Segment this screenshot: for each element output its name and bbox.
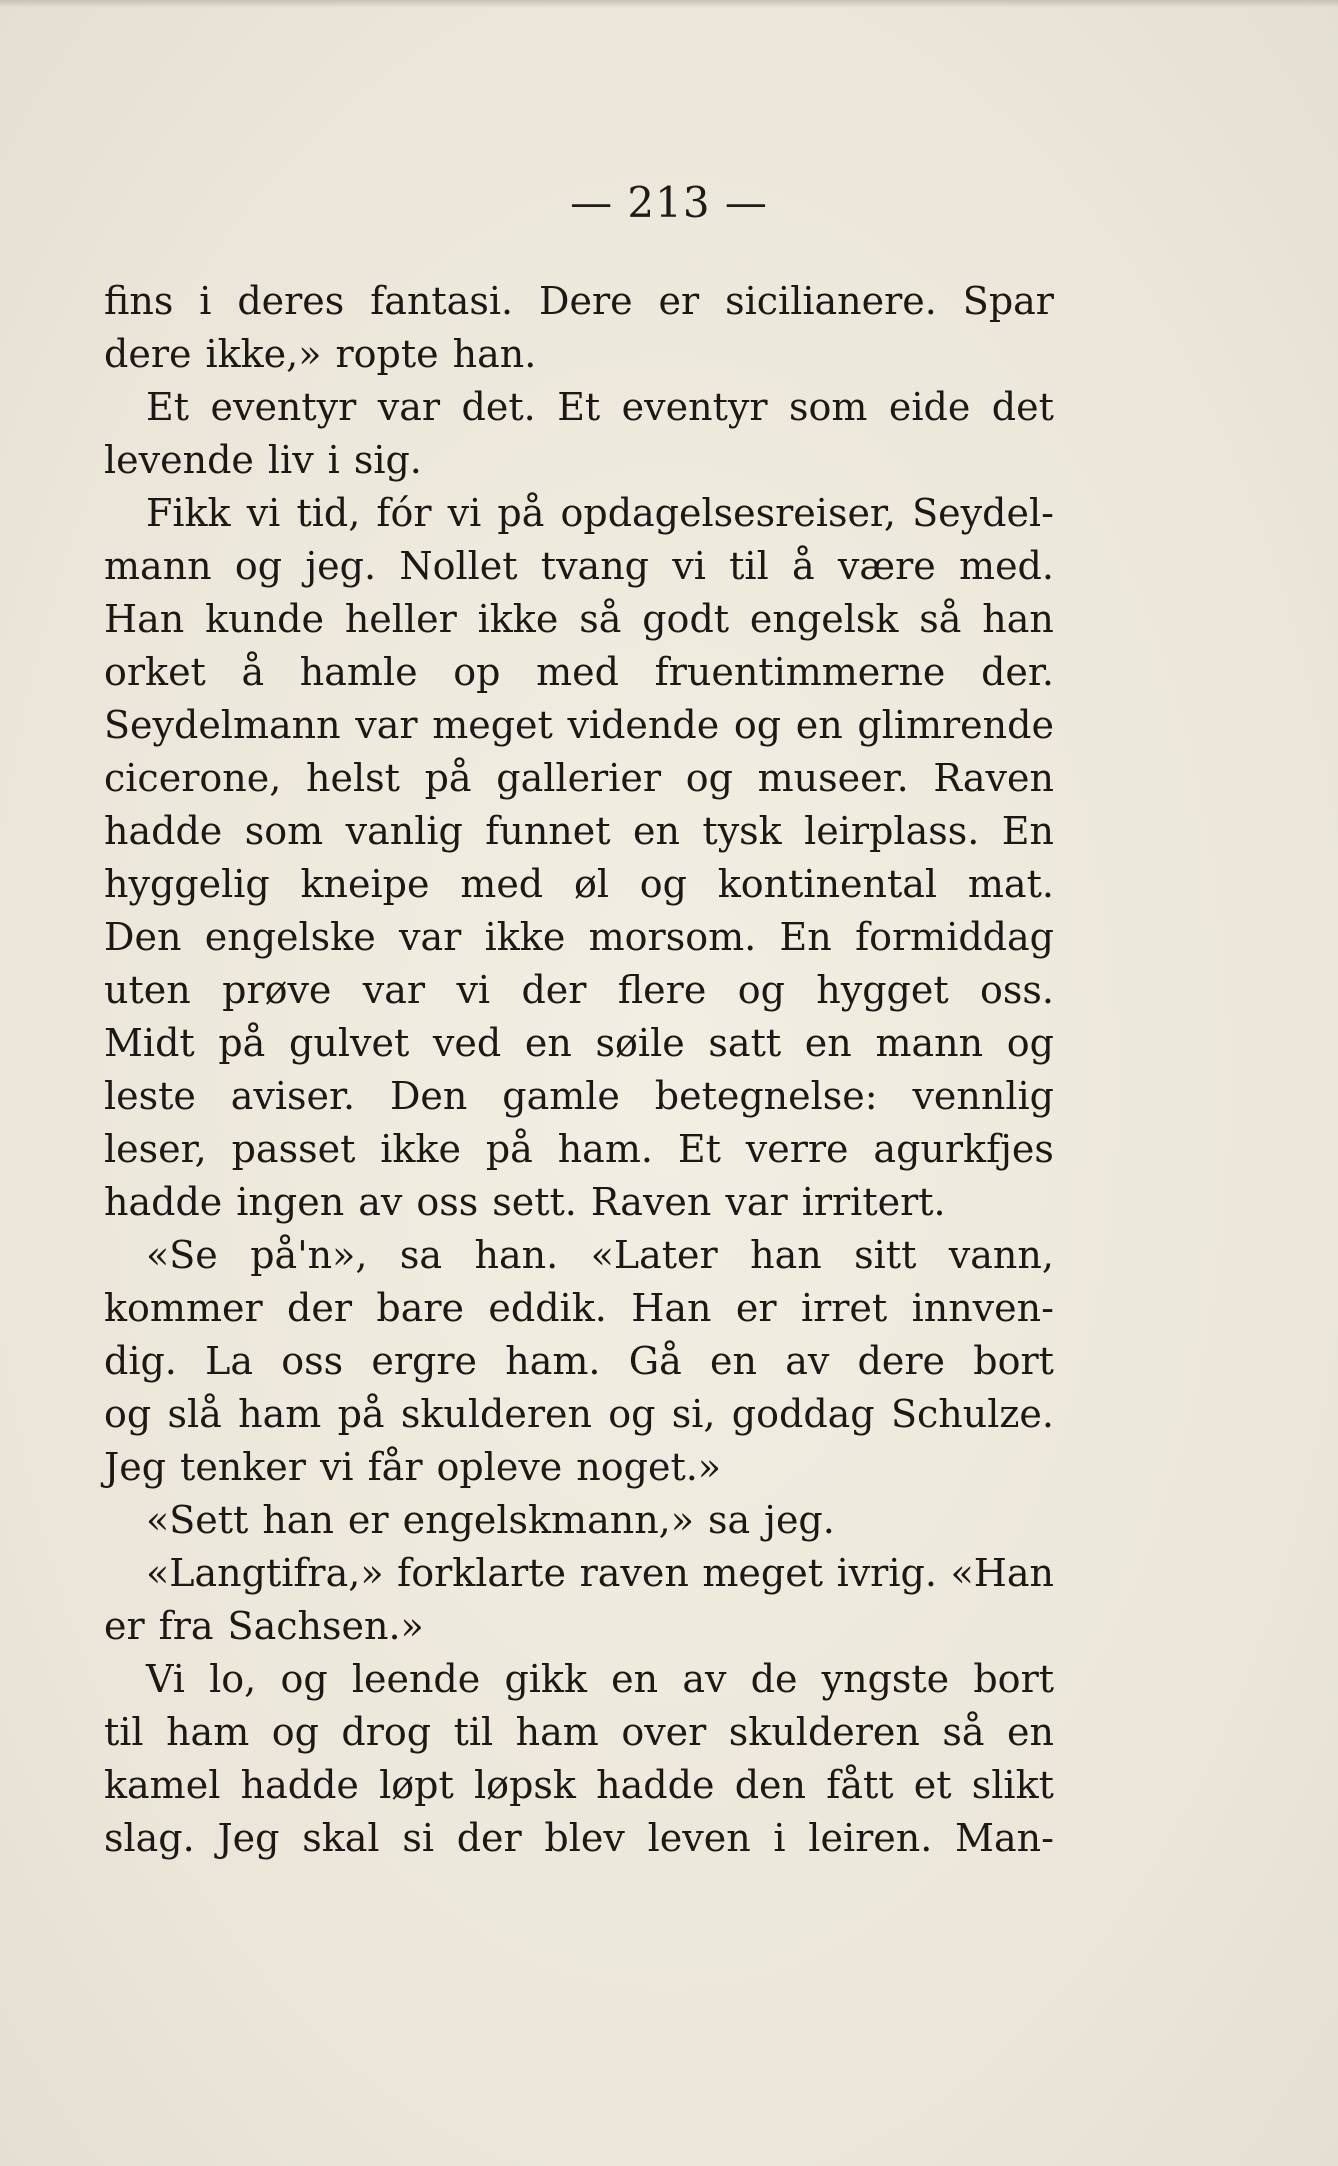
word: en [1007, 1710, 1054, 1754]
word: sett. [492, 1180, 577, 1224]
word: var [362, 968, 426, 1012]
text-line [104, 593, 1054, 646]
word: å [792, 544, 815, 588]
word: får [367, 1445, 423, 1489]
word: og [639, 862, 687, 906]
word: fått [826, 1763, 894, 1807]
word: orket [104, 650, 206, 694]
word: kommer [104, 1286, 263, 1330]
word: Sachsen.» [227, 1604, 424, 1648]
word: meget [432, 703, 553, 747]
word: de [750, 1657, 798, 1701]
word: av [682, 1657, 727, 1701]
word: skulderen [400, 1392, 592, 1436]
word: fra [158, 1604, 214, 1648]
word: Et [557, 385, 601, 429]
word: «Later [590, 1233, 718, 1277]
word: jeg. [764, 1498, 835, 1542]
word: og [104, 1392, 152, 1436]
word: er [735, 1286, 777, 1330]
word: Seydel- [912, 491, 1054, 535]
word: søile [595, 1021, 685, 1065]
word: og [234, 544, 283, 588]
word: leser, [104, 1127, 207, 1171]
word: engelsk [749, 597, 899, 641]
word: satt [708, 1021, 782, 1065]
word: vi [319, 1445, 354, 1489]
word: var [725, 1180, 788, 1224]
word: hadde [596, 1763, 715, 1807]
text-line [104, 1282, 1054, 1335]
word: vi [456, 968, 491, 1012]
word: til [729, 544, 769, 588]
word: godt [642, 597, 730, 641]
word: og [733, 703, 782, 747]
word: Et [146, 385, 190, 429]
word: tvang [540, 544, 649, 588]
word: opdagelsesreiser, [560, 491, 897, 535]
word: og [608, 1392, 656, 1436]
word: Gå [628, 1339, 682, 1383]
word: heller [344, 597, 457, 641]
word: var [377, 385, 441, 429]
word: dig. [104, 1339, 177, 1383]
text-line [104, 1388, 1054, 1441]
word: «Han [950, 1551, 1054, 1595]
word: en [633, 809, 680, 853]
word: Han [631, 1286, 712, 1330]
word: ham [166, 1710, 250, 1754]
word: tid, [296, 491, 361, 535]
word: oss [416, 1180, 479, 1224]
word: yngste [821, 1657, 950, 1701]
word: formiddag [855, 915, 1054, 959]
word: han. [474, 1233, 559, 1277]
text-line [104, 1017, 1054, 1070]
word: hygget [816, 968, 949, 1012]
word: hadde [104, 1180, 223, 1224]
word: er [658, 279, 700, 323]
word: morsom. [588, 915, 757, 959]
word: cicerone, [104, 756, 282, 800]
word: tenker [180, 1445, 306, 1489]
word: gulvet [289, 1021, 410, 1065]
word: det. [461, 385, 536, 429]
word: La [205, 1339, 254, 1383]
word: kneipe [300, 862, 430, 906]
body-text [104, 275, 1054, 1865]
text-line [104, 1176, 1054, 1229]
word: Den [389, 1074, 468, 1118]
word: meget [702, 1551, 823, 1595]
word: fór [376, 491, 432, 535]
word: fins [104, 279, 174, 323]
text-line [104, 646, 1054, 699]
word: si [402, 1816, 434, 1860]
word: til [104, 1710, 144, 1754]
text-line [104, 1335, 1054, 1388]
word: mat. [967, 862, 1054, 906]
word: med [460, 862, 544, 906]
word: den [734, 1763, 806, 1807]
word: slag. [104, 1816, 195, 1860]
word: ikke,» [205, 332, 322, 376]
word: irret [800, 1286, 888, 1330]
word: sitt [854, 1233, 917, 1277]
text-line [104, 805, 1054, 858]
word: er [104, 1604, 145, 1648]
word: gikk [504, 1657, 587, 1701]
word: Schulze. [890, 1392, 1054, 1436]
word: og [271, 1710, 319, 1754]
word: tysk [702, 809, 782, 853]
word: en [709, 1339, 757, 1383]
word: Den [104, 915, 182, 959]
word: med [536, 650, 619, 694]
page-number: — 213 — [570, 178, 768, 227]
word: bort [973, 1657, 1054, 1701]
word: bort [973, 1339, 1054, 1383]
word: på [485, 1127, 533, 1171]
word: der [287, 1286, 352, 1330]
word: gallerier [496, 756, 662, 800]
word: jeg. [305, 544, 377, 588]
word: vidende [567, 703, 720, 747]
word: øl [573, 862, 609, 906]
word: vi [246, 491, 281, 535]
word: Raven [933, 756, 1054, 800]
word: sig. [353, 438, 422, 482]
word: museer. [757, 756, 909, 800]
word: op [453, 650, 501, 694]
word: han. [452, 332, 537, 376]
word: kunde [205, 597, 324, 641]
page-top-edge [0, 0, 1338, 8]
word: vanlig [345, 809, 463, 853]
word: ikke [380, 1127, 461, 1171]
word: på [497, 491, 545, 535]
word: innven- [911, 1286, 1054, 1330]
word: Et [677, 1127, 721, 1171]
word: der. [981, 650, 1054, 694]
text-line [104, 434, 1054, 487]
word: agurkfjes [873, 1127, 1054, 1171]
word: lo, [209, 1657, 257, 1701]
word: liv [267, 438, 314, 482]
word: Midt [104, 1021, 195, 1065]
word: Dere [539, 279, 633, 323]
text-line [104, 1070, 1054, 1123]
text-line [104, 699, 1054, 752]
word: ivrig. [836, 1551, 937, 1595]
word: der [456, 1816, 522, 1860]
word: en [611, 1657, 659, 1701]
word: dere [104, 332, 192, 376]
word: eddik. [488, 1286, 607, 1330]
word: av [358, 1180, 403, 1224]
word: oss. [980, 968, 1054, 1012]
text-line [104, 752, 1054, 805]
word: leven [647, 1816, 751, 1860]
word: ingen [236, 1180, 345, 1224]
word: En [1001, 809, 1054, 853]
word: eventyr [621, 385, 768, 429]
word: hyggelig [104, 862, 270, 906]
word: verre [745, 1127, 849, 1171]
word: vennlig [912, 1074, 1054, 1118]
word: Vi [146, 1657, 185, 1701]
word: ergre [371, 1339, 478, 1383]
text-line [104, 275, 1054, 328]
word: i [199, 279, 212, 323]
word: oss [281, 1339, 344, 1383]
word: leiren. [808, 1816, 933, 1860]
word: en [795, 703, 843, 747]
word: funnet [485, 809, 611, 853]
text-line [104, 1494, 1054, 1547]
word: «Se [146, 1233, 218, 1277]
word: å [241, 650, 265, 694]
word: er [347, 1498, 389, 1542]
word: raven [579, 1551, 689, 1595]
word: leste [104, 1074, 196, 1118]
text-line [104, 1441, 1054, 1494]
word: ved [432, 1021, 502, 1065]
word: deres [237, 279, 345, 323]
word: så [579, 597, 622, 641]
word: på'n», [250, 1233, 368, 1277]
word: flere [617, 968, 707, 1012]
word: på [218, 1021, 266, 1065]
word: vann, [948, 1233, 1054, 1277]
word: av [785, 1339, 830, 1383]
word: sicilianere. [725, 279, 937, 323]
text-line [104, 1706, 1054, 1759]
word: der [521, 968, 587, 1012]
word: skulderen [728, 1710, 920, 1754]
word: så [919, 597, 962, 641]
word: på [424, 756, 472, 800]
word: og [737, 968, 785, 1012]
word: eide [888, 385, 971, 429]
word: ham. [557, 1127, 653, 1171]
word: i [773, 1816, 786, 1860]
text-line [104, 1653, 1054, 1706]
word: løpt [379, 1763, 454, 1807]
word: «Langtifra,» [146, 1551, 384, 1595]
text-line [104, 1759, 1054, 1812]
word: helst [306, 756, 400, 800]
word: levende [104, 438, 254, 482]
word: hadde [104, 809, 223, 853]
word: «Sett [146, 1498, 249, 1542]
word: vi [447, 491, 482, 535]
word: ham [515, 1710, 599, 1754]
word: eventyr [210, 385, 357, 429]
word: som [244, 809, 324, 853]
word: Raven [590, 1180, 712, 1224]
word: dere [857, 1339, 946, 1383]
word: skal [302, 1816, 380, 1860]
text-line [104, 487, 1054, 540]
word: sa [399, 1233, 443, 1277]
text-line [104, 1547, 1054, 1600]
word: så [942, 1710, 985, 1754]
word: ikke [477, 597, 559, 641]
word: over [621, 1710, 707, 1754]
word: Han [104, 597, 185, 641]
word: leende [351, 1657, 481, 1701]
word: og [1006, 1021, 1054, 1065]
word: Jeg [104, 1445, 167, 1489]
word: irritert. [801, 1180, 946, 1224]
text-line [104, 1123, 1054, 1176]
word: blev [544, 1816, 625, 1860]
word: Fikk [146, 491, 231, 535]
word: ham. [505, 1339, 601, 1383]
text-line [104, 540, 1054, 593]
text-line [104, 381, 1054, 434]
word: ham [238, 1392, 322, 1436]
word: kamel [104, 1763, 221, 1807]
word: vi [672, 544, 706, 588]
word: goddag [731, 1392, 875, 1436]
word: aviser. [230, 1074, 356, 1118]
text-line [104, 911, 1054, 964]
word: Jeg [217, 1816, 280, 1860]
word: ikke [484, 915, 566, 959]
word: hamle [299, 650, 418, 694]
word: i [327, 438, 340, 482]
word: glimrende [857, 703, 1054, 747]
word: til [453, 1710, 494, 1754]
word: en [804, 1021, 852, 1065]
word: Spar [962, 279, 1054, 323]
word: det [991, 385, 1054, 429]
text-line [104, 1229, 1054, 1282]
word: ropte [335, 332, 439, 376]
text-line [104, 1600, 1054, 1653]
word: være [837, 544, 936, 588]
word: med. [959, 544, 1054, 588]
word: leirplass. [804, 809, 980, 853]
word: han [982, 597, 1054, 641]
word: passet [231, 1127, 356, 1171]
word: fantasi. [370, 279, 514, 323]
word: fruentimmerne [654, 650, 946, 694]
word: kontinental [717, 862, 938, 906]
word: mann [875, 1021, 984, 1065]
word: slikt [971, 1763, 1054, 1807]
text-line [104, 858, 1054, 911]
word: gamle [502, 1074, 620, 1118]
word: en [524, 1021, 572, 1065]
word: engelskmann,» [402, 1498, 694, 1542]
word: som [788, 385, 868, 429]
word: på [337, 1392, 385, 1436]
word: og [280, 1657, 328, 1701]
word: han [750, 1233, 822, 1277]
text-line [104, 1812, 1054, 1865]
word: noget.» [576, 1445, 722, 1489]
word: Man- [955, 1816, 1054, 1860]
word: uten [104, 968, 191, 1012]
word: var [399, 915, 462, 959]
word: slå [167, 1392, 222, 1436]
word: sa [708, 1498, 751, 1542]
word: han [262, 1498, 334, 1542]
word: En [779, 915, 832, 959]
word: Seydelmann [104, 703, 341, 747]
word: betegnelse: [654, 1074, 878, 1118]
word: var [355, 703, 418, 747]
word: engelske [204, 915, 376, 959]
text-line [104, 328, 1054, 381]
word: Nollet [399, 544, 518, 588]
word: løpsk [474, 1763, 576, 1807]
word: bare [376, 1286, 465, 1330]
word: et [913, 1763, 952, 1807]
word: prøve [222, 968, 332, 1012]
word: mann [104, 544, 212, 588]
word: forklarte [397, 1551, 567, 1595]
word: hadde [240, 1763, 359, 1807]
word: opleve [436, 1445, 563, 1489]
word: si, [671, 1392, 716, 1436]
text-line [104, 964, 1054, 1017]
word: og [685, 756, 733, 800]
word: drog [341, 1710, 432, 1754]
